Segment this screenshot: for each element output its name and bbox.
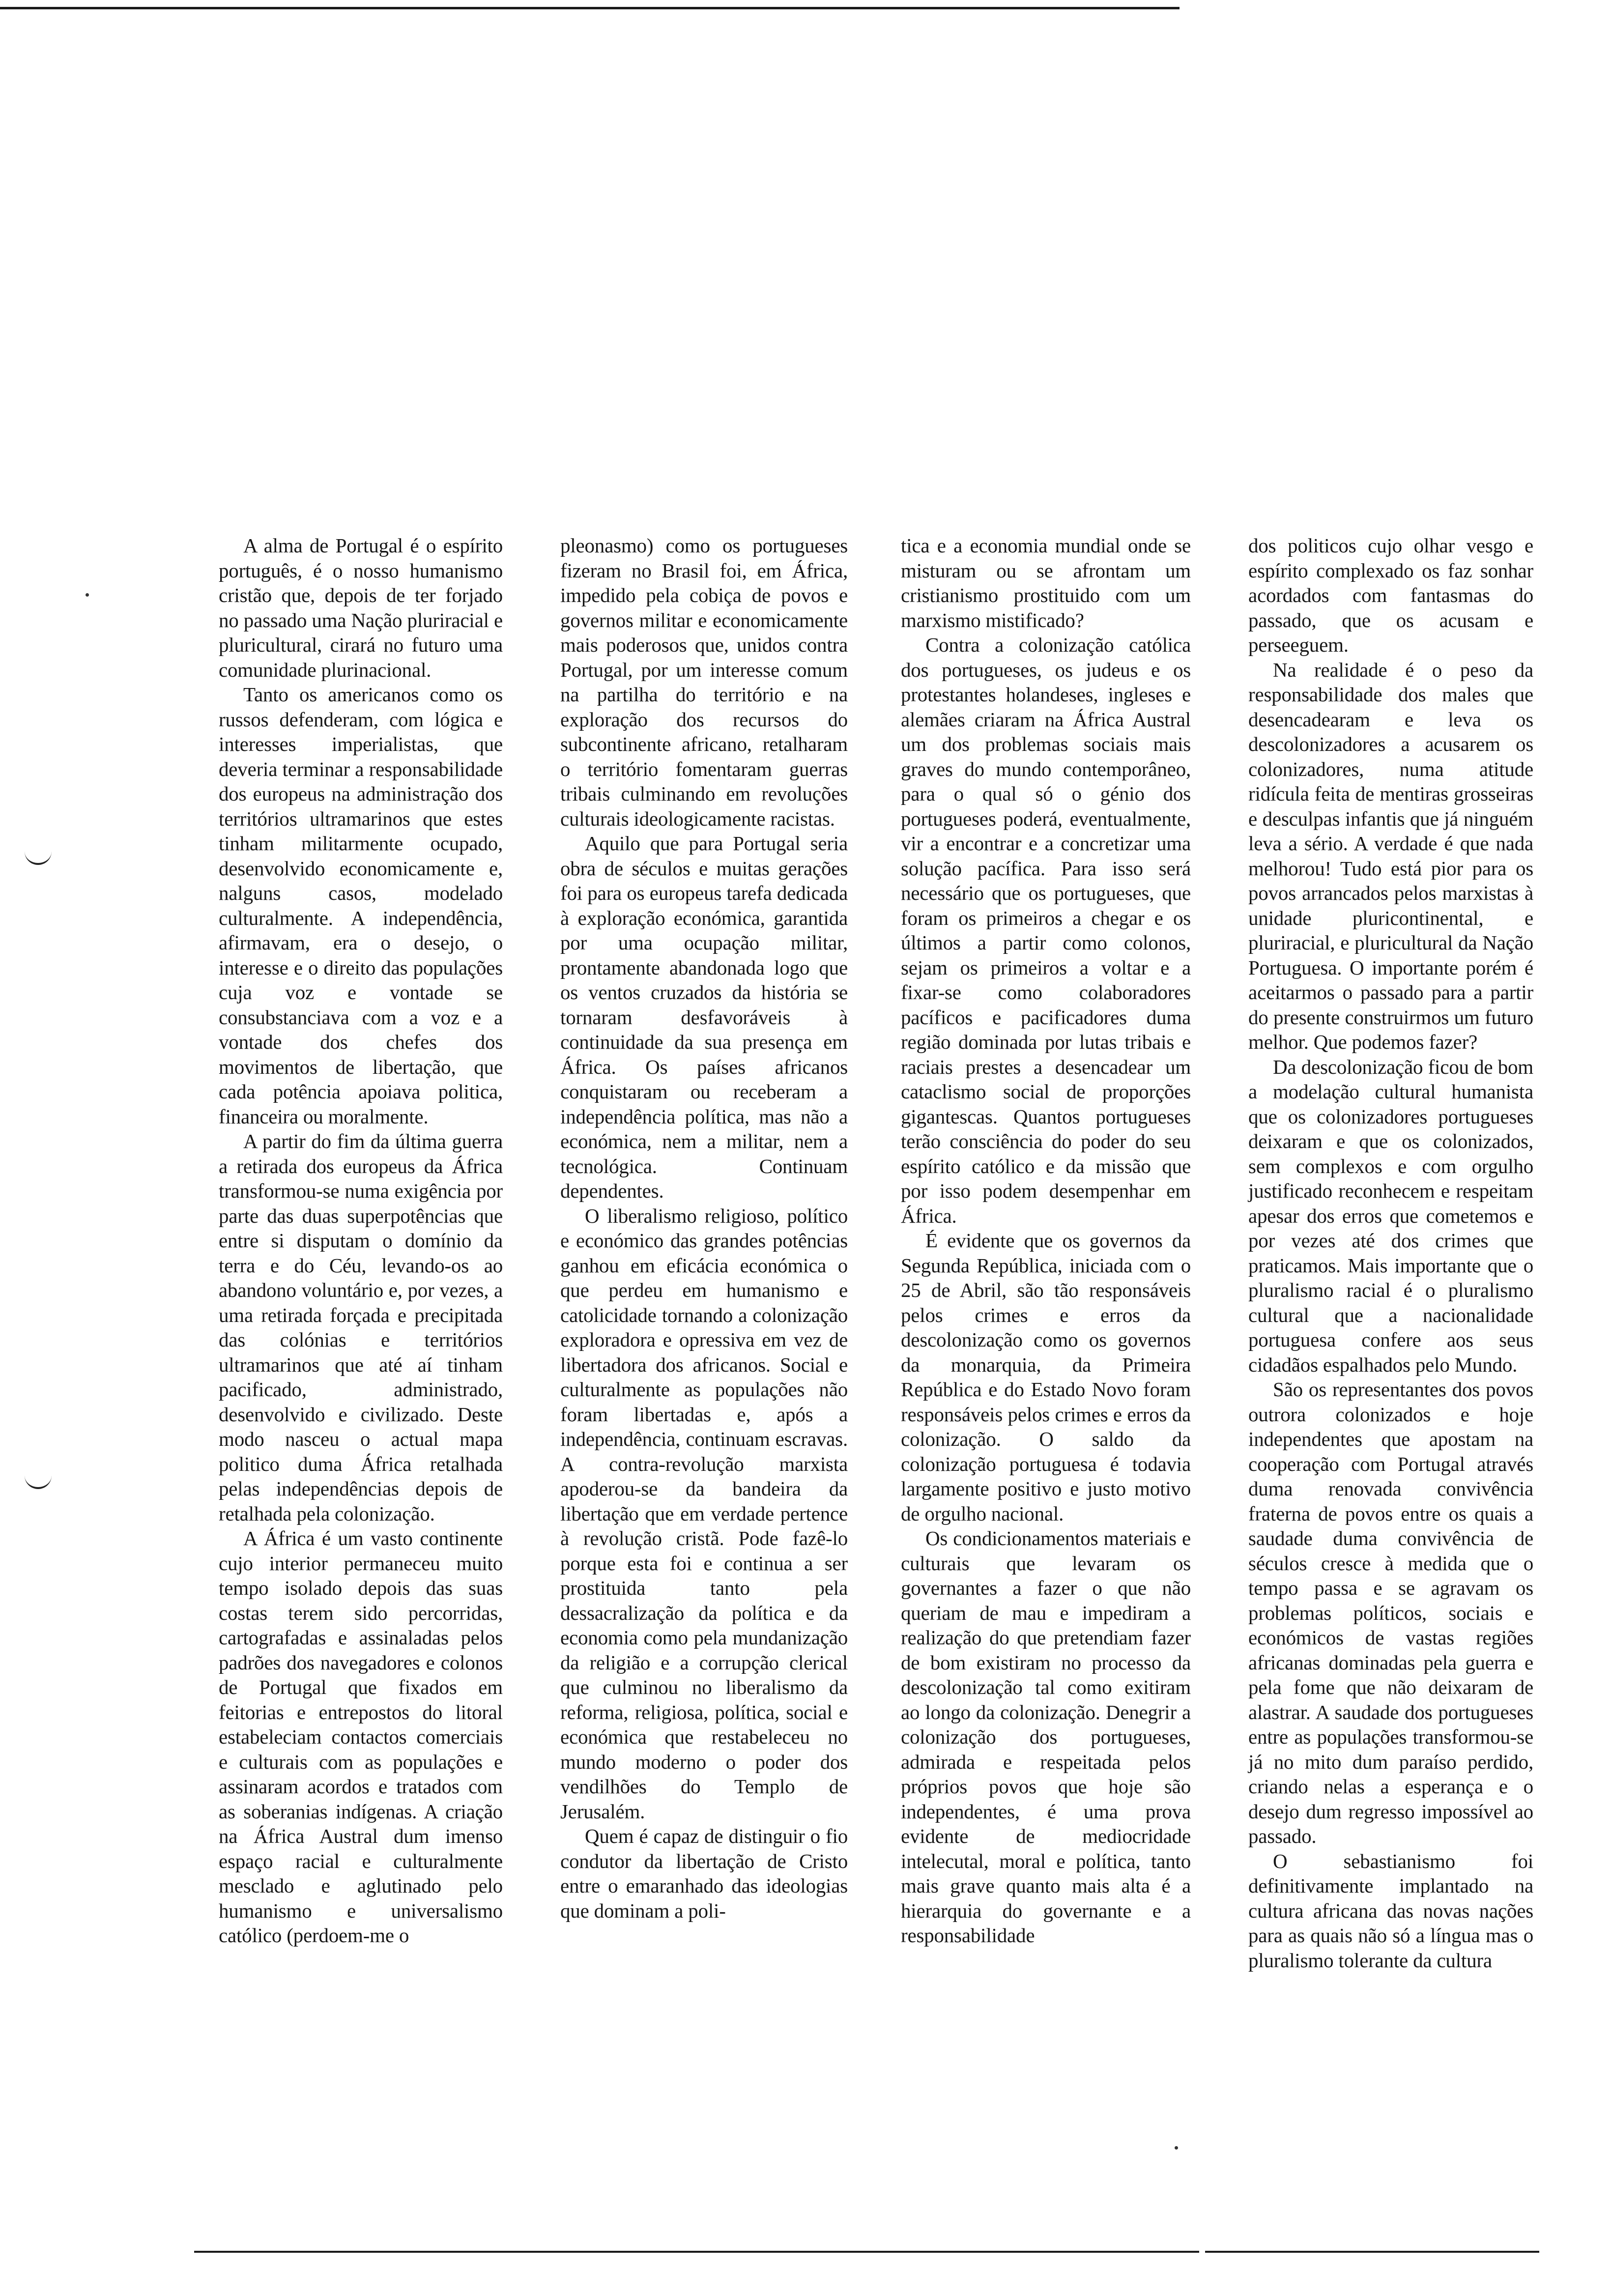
paragraph: Na realidade é o peso da responsabilidade dos males que desencadearam e leva os descolonizadores a acusarem os colonizadores, numa atitude ridícula feita de mentiras grosseiras e desculpas infantis que já ninguém leva a sério. A verdade é que nada melhorou! Tudo está pior para os povos arrancados pelos marxistas à unidade pluricontinental, e pluriracial, e pluricultural da Nação Portuguesa. O importante porém é aceitarmos o passado para a partir do presente construirmos um futuro melhor. Que podemos fazer? — [1248, 658, 1533, 1053]
speck — [86, 593, 89, 597]
paragraph: São os representantes dos povos outrora colonizados e hoje independentes que apostam na cooperação com Portugal através duma renovada convivência fraterna de povos entre os quais a saudade duma convivência de séculos cresce à medida que o tempo passa e se agravam os problemas políticos, sociais e económicos de vastas regiões africanas dominadas pela guerra e pela fome que não deixaram de alastrar. A saudade dos portugueses entre as populações transformou-se já no mito dum paraíso perdido, criando nelas a esperança e o desejo dum regresso impossível ao passado. — [1248, 1378, 1533, 1847]
paragraph: A África é um vasto continente cujo interior permaneceu muito tempo isolado depois das suas costas terem sido percorridas, cartografadas e assinaladas pelos padrões dos navegadores e colonos de Portugal que fixados em feitorias e entrepostos do litoral estabeleciam contactos comerciais e culturais com as populações e assinaram acordos e tratados com as soberanias indígenas. A criação na África Austral dum imenso espaço racial e culturalmente mesclado e aglutinado pelo humanismo e universalismo católico (perdoem-me o — [219, 1527, 503, 1947]
paragraph: Quem é capaz de distinguir o fio condutor da libertação de Cristo entre o emaranhado das ideologias que dominam a poli- — [560, 1825, 848, 1922]
paragraph: Da descolonização ficou de bom a modelação cultural humanista que os colonizadores portugueses deixaram e que os colonizados, sem complexos e com orgulho justificado reconhecem e respeitam apesar dos erros que cometemos e por vezes até dos crimes que praticamos. Mais importante que o pluralismo racial é o pluralismo cultural que a nacionalidade portuguesa confere aos seus cidadãos espalhados pelo Mundo. — [1248, 1055, 1533, 1376]
margin-hole-mark — [25, 1474, 52, 1489]
paragraph: É evidente que os governos da Segunda República, iniciada com o 25 de Abril, são tão responsáveis pelos crimes e erros da descolonização como os governos da monarquia, da Primeira República e do Estado Novo foram responsáveis pelos crimes e erros da colonização. O saldo da colonização portuguesa é todavia largamente positivo e justo motivo de orgulho nacional. — [901, 1229, 1191, 1525]
paragraph-continued: dos politicos cujo olhar vesgo e espírito complexado os faz sonhar acordados com fantasmas do passado, que os acusam e perseeguem. — [1248, 534, 1533, 656]
article-column-2 — [560, 533, 848, 1923]
margin-hole-mark — [25, 850, 52, 865]
paragraph: Tanto os americanos como os russos defenderam, com lógica e interesses imperialistas, que deveria terminar a responsabilidade dos europeus na administração dos territórios ultramarinos que estes tinham militarmente ocupado, desenvolvido economicamente e, nalguns casos, modelado culturalmente. A independência, afirmavam, era o desejo, o interesse e o direito das populações cuja voz e vontade se consubstanciava com a voz e a vontade dos chefes dos movimentos de libertação, que cada potência apoiava politica, financeira ou moralmente. — [219, 683, 503, 1128]
paragraph: O liberalismo religioso, político e económico das grandes potências ganhou em eficácia económica o que perdeu em humanismo e catolicidade tornando a colonização exploradora e opressiva em vez de libertadora dos africanos. Social e culturalmente as populações não foram libertadas e, após a independência, continuam escravas. A contra-revolução marxista apoderou-se da bandeira da libertação que em verdade pertence à revolução cristã. Pode fazê-lo porque esta foi e continua a ser prostituida tanto pela dessacralização da política e da economia como pela mundanização da religião e a corrupção clerical que culminou no liberalismo da reforma, religiosa, política, social e económica que restabeleceu no mundo moderno o poder dos vendilhões do Templo de Jerusalém. — [560, 1204, 848, 1823]
paragraph: A partir do fim da última guerra a retirada dos europeus da África transformou-se numa exigência por parte das duas superpotências que entre si disputam o domínio da terra e do Céu, levando-os ao abandono voluntário e, por vezes, a uma retirada forçada e precipitada das colónias e territórios ultramarinos que até aí tinham pacificado, administrado, desenvolvido e civilizado. Deste modo nasceu o actual mapa politico duma África retalhada pelas independências depois de retalhada pela colonização. — [219, 1130, 503, 1525]
article-column-1 — [219, 533, 503, 1948]
bottom-rule — [1205, 2251, 1539, 2253]
speck — [1175, 2146, 1178, 2150]
top-rule — [0, 7, 1180, 9]
paragraph: A alma de Portugal é o espírito português, é o nosso humanismo cristão que, depois de ter forjado no passado uma Nação pluriracial e pluricultural, cirará no futuro uma comunidade plurinacional. — [219, 534, 503, 681]
paragraph: Aquilo que para Portugal seria obra de séculos e muitas gerações foi para os europeus tarefa dedicada à exploração económica, garantida por uma ocupação militar, prontamente abandonada logo que os ventos cruzados da história se tornaram desfavoráveis à continuidade da sua presença em África. Os países africanos conquistaram ou receberam a independência política, mas não a económica, nem a militar, nem a tecnológica. Continuam dependentes. — [560, 832, 848, 1202]
article-column-3 — [901, 533, 1191, 1948]
bottom-rule — [194, 2251, 1199, 2253]
article-column-4 — [1248, 533, 1533, 1973]
paragraph-continued: tica e a economia mundial onde se misturam ou se afrontam um cristianismo prostituido com um marxismo mistificado? — [901, 534, 1191, 631]
paragraph: Contra a colonização católica dos portugueses, os judeus e os protestantes holandeses, ingleses e alemães criaram na África Austral um dos problemas sociais mais graves do mundo contemporâneo, para o qual só o génio dos portugueses poderá, eventualmente, vir a encontrar e a concretizar uma solução pacífica. Para isso será necessário que os portugueses, que foram os primeiros a chegar e os últimos a partir como colonos, sejam os primeiros a voltar e a fixar-se como colaboradores pacíficos e pacificadores duma região dominada por lutas tribais e raciais prestes a desencadear um cataclismo social de proporções gigantescas. Quantos portugueses terão consciência do poder do seu espírito católico e da missão que por isso podem desempenhar em África. — [901, 633, 1191, 1227]
paragraph: O sebastianismo foi definitivamente implantado na cultura africana das novas nações para as quais não só a língua mas o pluralismo tolerante da cultura — [1248, 1849, 1533, 1972]
paragraph-continued: pleonasmo) como os portugueses fizeram no Brasil foi, em África, impedido pela cobiça de povos e governos militar e economicamente mais poderosos que, unidos contra Portugal, por um interesse comum na partilha do território e na exploração dos recursos do subcontinente africano, retalharam o território fomentaram guerras tribais culminando em revoluções culturais ideologicamente racistas. — [560, 534, 848, 830]
paragraph: Os condicionamentos materiais e culturais que levaram os governantes a fazer o que não queriam de mau e impediram a realização do que pretendiam fazer de bom existiram no processo da descolonização tal como exitiram ao longo da colonização. Denegrir a colonização dos portugueses, admirada e respeitada pelos próprios povos que hoje são independentes, é uma prova evidente de mediocridade intelecutal, moral e política, tanto mais grave quanto mais alta é a hierarquia do governante e a responsabilidade — [901, 1527, 1191, 1947]
